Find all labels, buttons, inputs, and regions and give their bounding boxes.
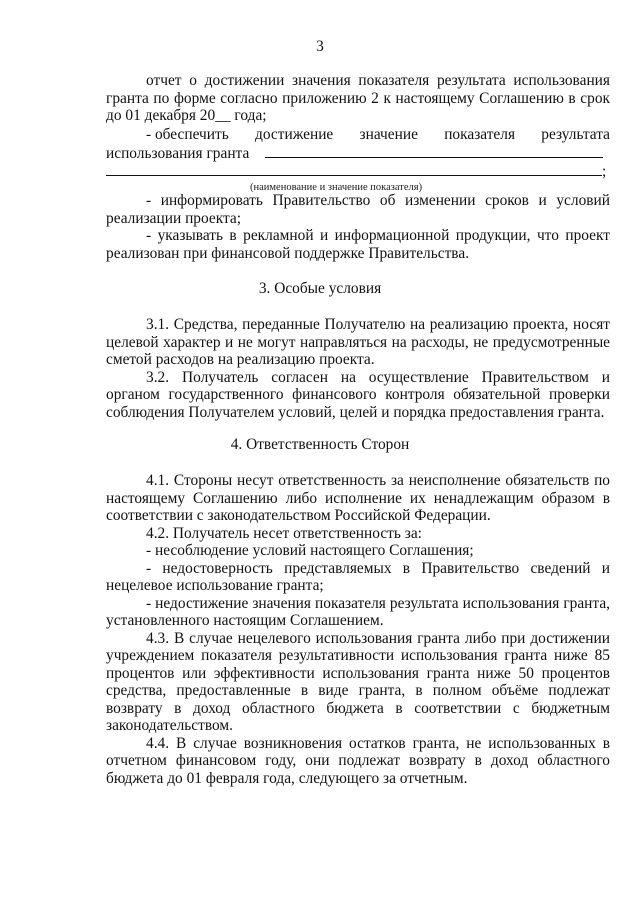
- report-line-2: гранта по форме согласно приложению 2 к настоящему Соглашению в срок: [106, 89, 610, 107]
- ensure-semicolon: ;: [602, 163, 607, 180]
- indicator-caption: (наименование и значение показателя): [250, 182, 423, 193]
- ensure-word-5: результата: [541, 126, 610, 143]
- indicator-blank-2[interactable]: [106, 162, 602, 176]
- report-line-1: отчет о достижении значения показателя результата использования: [146, 72, 610, 89]
- ensure-word-6: использования гранта: [106, 145, 250, 162]
- inform-paragraph: [106, 192, 610, 262]
- section-3-body: [106, 316, 610, 421]
- clause-4-2-item-1: - несоблюдение условий настоящего Соглашения;: [146, 542, 474, 559]
- section-4-body: [106, 472, 610, 787]
- section-3-title: 3. Особые условия: [258, 280, 382, 297]
- ensure-line-3: [106, 162, 610, 181]
- ensure-word-1: - обеспечить: [146, 126, 229, 143]
- ensure-word-2: достижение: [255, 126, 334, 143]
- clause-3-1: 3.1. Средства, переданные Получателю на реализацию проекта, носят целевой характер и не могут направляться на расходы, не предусмотренные сметой расходов на реализацию проекта.: [106, 316, 610, 368]
- clause-4-2-item-3: - недостижение значения показателя результата использования гранта, установленного настоящим Соглашением.: [106, 594, 610, 629]
- ensure-line-2: [106, 144, 610, 163]
- report-obligation: [106, 72, 610, 125]
- ensure-word-4: показателя: [444, 126, 516, 143]
- clause-3-2: 3.2. Получатель согласен на осуществление Правительством и органом государственного финансового контроля обязательной проверки соблюдения Получателем условий, целей и порядка предоставления гранта.: [106, 368, 610, 421]
- page-number: 3: [316, 38, 324, 55]
- clause-4-2: 4.2. Получатель несет ответственность за:: [146, 524, 422, 542]
- clause-4-4: 4.4. В случае возникновения остатков гранта, не использованных в отчетном финансовом году, они подлежат возврату в доход областного бюджета до 01 февраля года, следующего за отчетным.: [106, 734, 610, 787]
- advert-text: - указывать в рекламной и информационной продукции, что проект реализован при финансовой поддержке Правительства.: [106, 227, 610, 262]
- section-4-title: 4. Ответственность Сторон: [230, 436, 410, 453]
- ensure-word-3: значение: [359, 126, 418, 143]
- inform-text: - информировать Правительство об изменении сроков и условий реализации проекта;: [106, 192, 610, 227]
- clause-4-2-item-2: - недостоверность представляемых в Правительство сведений и нецелевое использование гранта;: [106, 559, 610, 594]
- indicator-blank-1[interactable]: [265, 144, 603, 158]
- clause-4-3: 4.3. В случае нецелевого использования гранта либо при достижении учреждением показателя результативности использования гранта ниже 85 процентов или эффективности использования гранта ниже 50 процентов средства, предоставленные в виде гранта, в полном объёме подлежат возврату в доход областного бюджета в соответствии с бюджетным законодательством.: [106, 629, 610, 734]
- ensure-line: [106, 126, 610, 144]
- clause-4-1: 4.1. Стороны несут ответственность за неисполнение обязательств по настоящему Соглашению либо исполнение их ненадлежащим образом в соответствии с законодательством Российской Федерации.: [106, 472, 610, 524]
- report-line-3: до 01 декабря 20__ года;: [106, 107, 267, 124]
